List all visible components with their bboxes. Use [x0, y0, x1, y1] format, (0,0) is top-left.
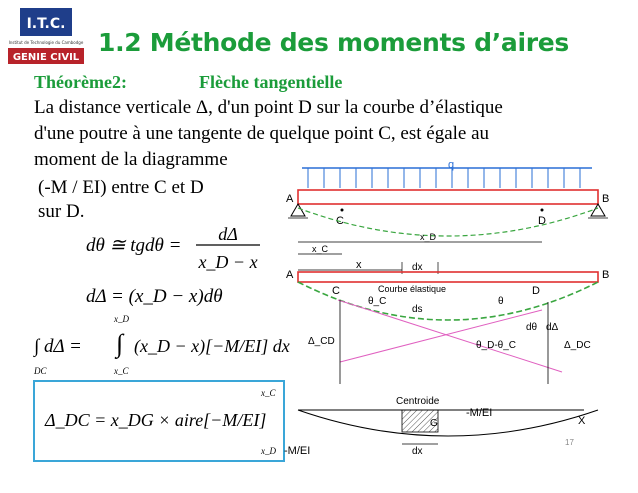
eq3-integral-sign: ∫ [116, 329, 124, 358]
equation-1 [80, 222, 280, 274]
slide-title: 1.2 Méthode des moments d’aires [98, 28, 569, 57]
theorem-label: Théorème2: [34, 72, 127, 92]
itc-logo [4, 6, 88, 68]
point-D-marker [541, 209, 544, 212]
label-dtheta: dθ [526, 322, 538, 333]
load-arrows [308, 168, 580, 188]
theorem-heading [34, 72, 342, 93]
label-xD: x_D [420, 232, 437, 242]
label-D-top: D [538, 215, 546, 227]
point-C-marker [341, 209, 344, 212]
paragraph-line-5: sur D. [38, 201, 85, 222]
equation-4 [35, 382, 283, 460]
label-ds: ds [412, 304, 423, 315]
eq1-denominator: x_D − x [198, 252, 258, 272]
eq4-lower-limit: x_D [261, 446, 276, 456]
label-D-curve: D [532, 285, 540, 297]
paragraph-line-1: La distance verticale Δ, d'un point D sur la courbe d’élastique [34, 97, 503, 118]
label-xC: x_C [312, 244, 329, 254]
label-B-bottom: B [602, 269, 610, 281]
label-delta-cd: Δ_CD [308, 336, 335, 347]
eq2-text: dΔ = (x_D − x)dθ [86, 286, 223, 307]
label-dDelta: dΔ [546, 322, 559, 333]
label-theta-c: θ_C [368, 296, 387, 307]
paragraph-line-2: d'une poutre à une tangente de quelque point C, est égale au [34, 123, 490, 144]
label-x: x [356, 259, 362, 271]
paragraph-line-4: (-M / EI) entre C et D [38, 177, 204, 198]
label-A-top: A [286, 193, 294, 205]
logo-text-bottom: GENIE CIVIL [12, 52, 80, 63]
label-C-top: C [336, 215, 344, 227]
label-delta-dc: Δ_DC [564, 340, 591, 351]
support-left [291, 204, 305, 216]
label-mei-left: -M/EI [284, 445, 311, 457]
equation-3 [30, 312, 290, 378]
paragraph-line-3: moment de la diagramme [34, 149, 228, 170]
boxed-equation [33, 380, 285, 462]
eq4-text: Δ_DC = x_DG × aire[−M/EI] [45, 410, 267, 430]
logo-text-mid: Institut de Technologie du Cambodge [8, 40, 84, 45]
beam-top [298, 190, 598, 204]
logo-text-top: I.T.C. [26, 16, 66, 32]
eq3-upper-limit: x_D [114, 314, 129, 324]
equation-2 [80, 282, 280, 310]
eq3-lhs: ∫ dΔ = [34, 336, 82, 357]
eq1-numerator: dΔ [218, 224, 238, 244]
elastic-curve [298, 282, 598, 320]
label-theta: θ [498, 296, 504, 307]
beam-bottom [298, 272, 598, 282]
label-centroide: Centroide [396, 396, 440, 407]
eq3-lower-limit: x_C [114, 366, 129, 376]
label-theta-diff: θ_D-θ_C [476, 340, 517, 351]
eq3-rhs: (x_D − x)[−M/EI] dx [134, 336, 290, 356]
tangent-C [338, 300, 562, 372]
eq4-upper-limit: x_C [261, 388, 276, 398]
distributed-load [302, 168, 592, 188]
eq1-lhs: dθ ≅ tgdθ = [86, 235, 182, 256]
support-right [591, 204, 605, 216]
beam-diagram [280, 162, 620, 482]
label-mei-right: -M/EI [466, 407, 493, 419]
label-X: X [578, 415, 586, 427]
label-elastic-curve: Courbe élastique [378, 284, 447, 294]
eq3-lower-limit-dc: DC [34, 366, 47, 376]
theorem-name: Flèche tangentielle [198, 72, 343, 92]
label-C-curve: C [332, 285, 340, 297]
page-number: 17 [565, 438, 574, 447]
label-A-bottom: A [286, 269, 294, 281]
tangent-D [340, 310, 542, 362]
load-label: q [448, 162, 455, 171]
mei-curve [298, 410, 598, 436]
label-dx-bottom: dx [412, 446, 423, 457]
label-dx-top: dx [412, 262, 423, 273]
label-G: G [430, 418, 438, 429]
label-B-top: B [602, 193, 610, 205]
